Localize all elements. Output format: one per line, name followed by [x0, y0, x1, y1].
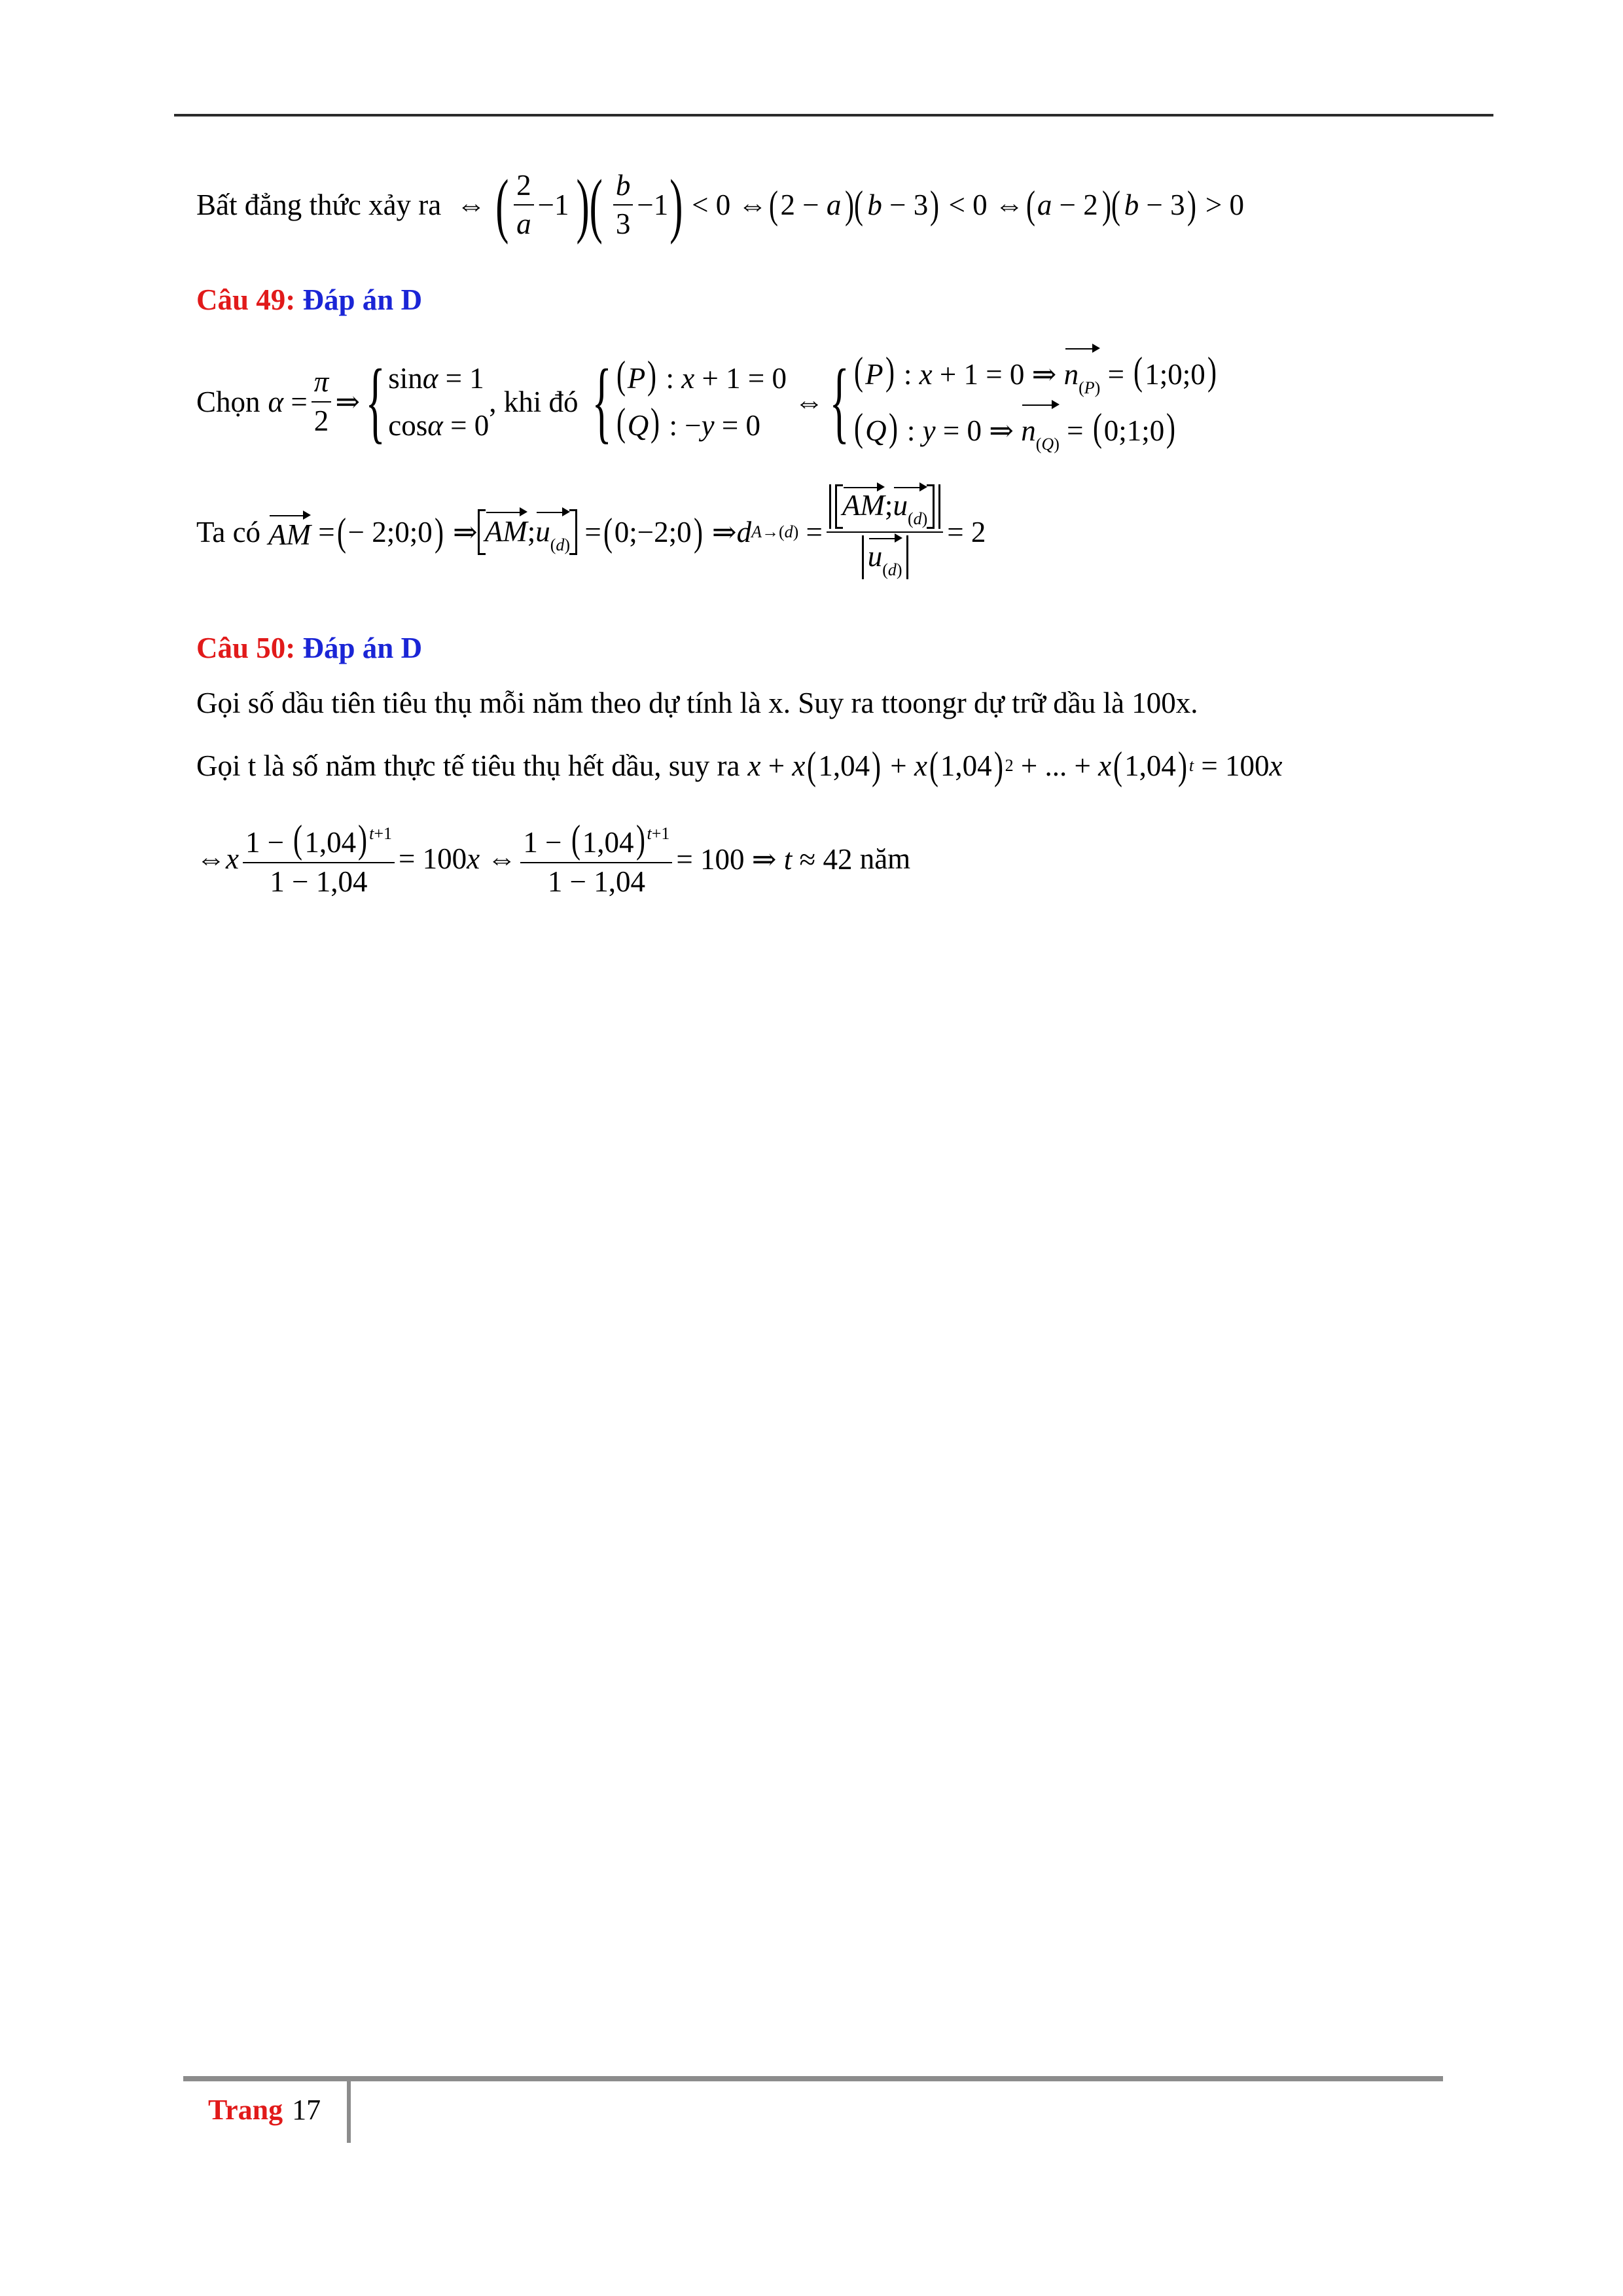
- result-unit: năm: [859, 842, 911, 875]
- footer-divider: [347, 2081, 351, 2143]
- page-footer: [208, 2093, 321, 2126]
- inequality-line: Bất đẳng thức xảy ra ⇔ ( $\frac{2}{a}$ −1 )( $\frac{b}{3}$ −1 ) < 0 ⇔ ( 2 − a )( b − 3 ) < 0 ⇔ ( a − 2 )( b − 3 ) > 0: [196, 165, 1244, 245]
- q50-result-line: ⇔ x $\frac{1 - (1,04) ^{t+1}}{1 - 1,04}$ = 100x ⇔ $\frac{1 - (1,04) ^{t+1}}{1 - 1,04}$ = 100 ⇒ t ≈ 42 năm: [196, 817, 911, 898]
- footer-rule: [183, 2076, 1443, 2081]
- q50-paragraph-1: [196, 686, 1198, 720]
- footer-label: Trang: [208, 2094, 283, 2126]
- question-49-heading: [196, 283, 422, 317]
- page-number: 17: [292, 2094, 321, 2126]
- question-50-answer: Đáp án D: [302, 632, 423, 664]
- question-49-label: Câu 49:: [196, 283, 296, 316]
- q50-paragraph-1-text: Gọi số dầu tiên tiêu thụ mỗi năm theo dự tính là x. Suy ra ttoongr dự trữ dầu là 100x.: [196, 687, 1198, 719]
- khi-do-label: , khi đó: [489, 385, 579, 418]
- header-rule: [174, 114, 1493, 117]
- distance-line: Ta có AM = ( − 2;0;0 ) ⇒ $AM;u_{(d)}$ = ( 0;−2;0 ) ⇒ d A→(d) = $\frac{AM;u_{(d)}}{u_{(d)}}$ = 2: [196, 484, 986, 579]
- choose-label: Chọn: [196, 385, 260, 418]
- choose-alpha-line: Chọn α = $\frac{\pi}{2}$ ⇒ { sinα = 1 cosα = 0 , khi đó { (P) : x + 1 = 0 (Q) : −y = 0 ⇔ { (P) : x + 1 = 0 ⇒ $n_{(P)}$ = (1;0;0) (Q) : y = 0 ⇒ $n_{(Q)}$ = (0;1;0): [196, 346, 1219, 457]
- inequality-intro: Bất đẳng thức xảy ra: [196, 188, 442, 221]
- ta-co-label: Ta có: [196, 515, 261, 548]
- question-49-answer: Đáp án D: [302, 283, 423, 316]
- q50-paragraph-2: Gọi t là số năm thực tế tiêu thụ hết dầu, suy ra x + x ( 1,04 ) + x ( 1,04 ) 2 + ... + x ( 1,04 ) t = 100x: [196, 744, 1283, 787]
- question-50-label: Câu 50:: [196, 632, 296, 664]
- q50-paragraph-2-text: Gọi t là số năm thực tế tiêu thụ hết dầu, suy ra: [196, 749, 740, 782]
- question-50-heading: [196, 631, 422, 665]
